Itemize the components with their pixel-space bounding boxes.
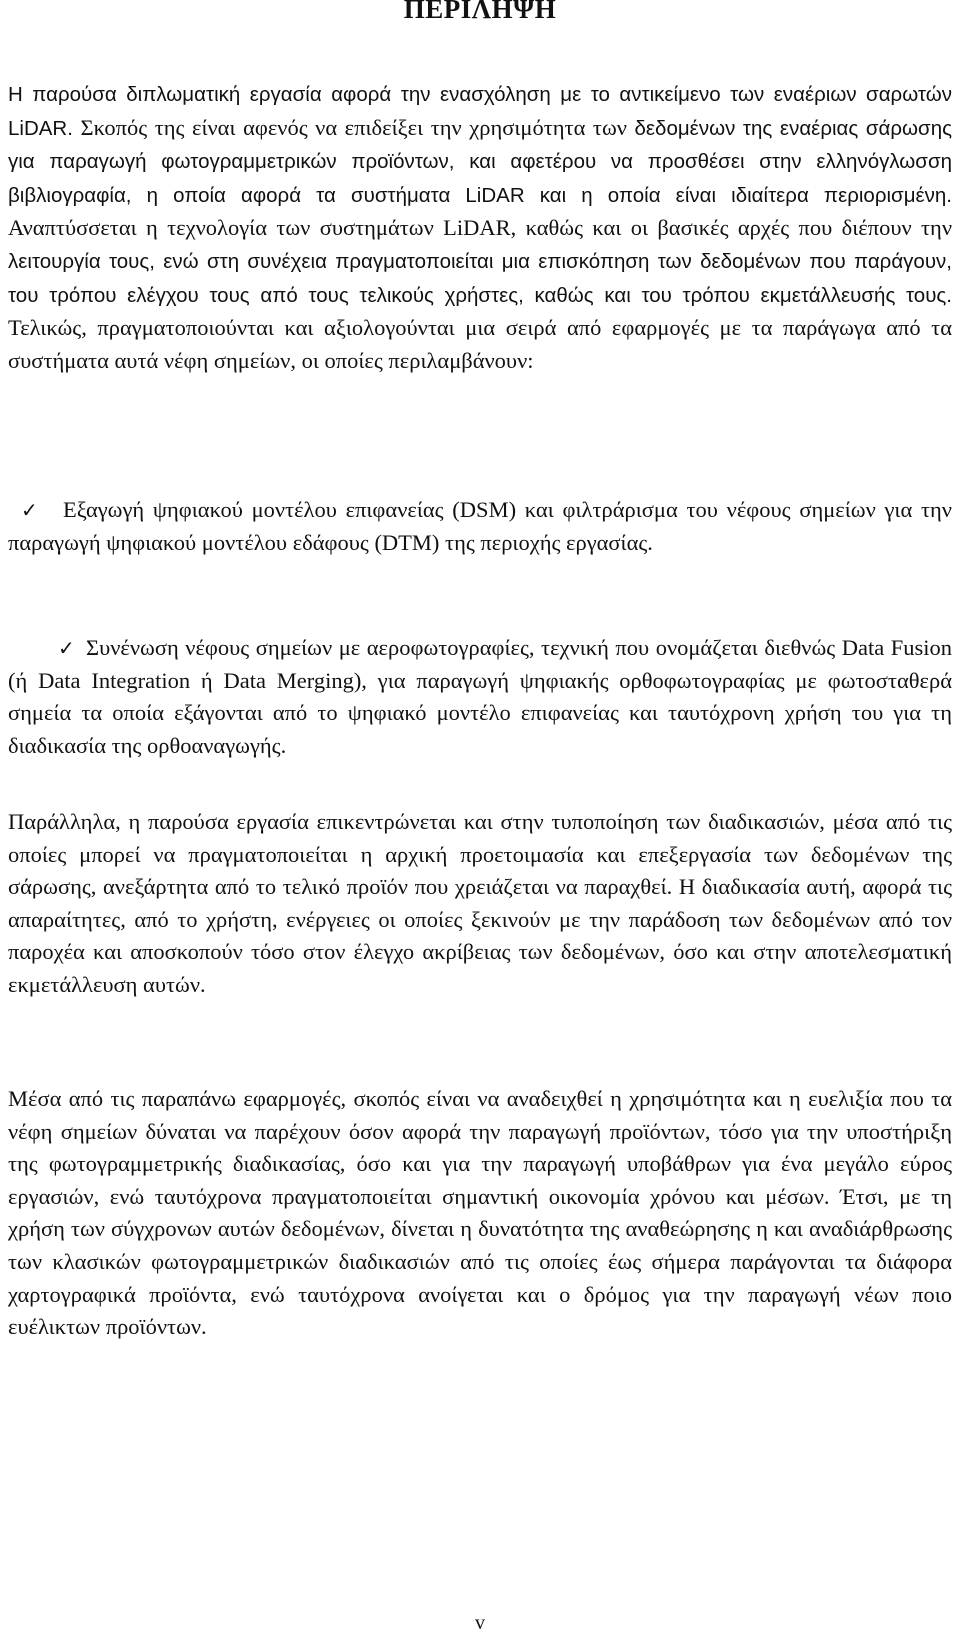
page-title: ΠΕΡΙΛΗΨΗ bbox=[403, 0, 557, 24]
intro-text-2: Σκοπός της είναι αφενός να επιδείξει την χρησιμότητα των bbox=[72, 114, 635, 140]
intro-text-1: Η παρούσα διπλωματική εργασία αφορά την ενασχόληση με το αντικείμενο των εναέριων σαρωτών LiDAR. bbox=[8, 83, 952, 140]
bullet-text-2: Συνένωση νέφους σημείων με αεροφωτογραφίες, τεχνική που ονομάζεται διεθνώς Data Fusion (ή Data Integration ή Data Merging), για παραγωγή ψηφιακής ορθοφωτογραφίας με φωτοσταθερά σημεία τα οποία εξάγονται από το ψηφιακό μοντέλο επιφανείας και ταυτόχρονη χρήση του για τη διαδικασία της ορθοαναγωγής. bbox=[8, 635, 952, 758]
checkmark-icon: ✓ bbox=[58, 636, 75, 660]
page-number: v bbox=[475, 1612, 485, 1634]
checkmark-icon: ✓ bbox=[21, 498, 38, 522]
intro-text-5: λειτουργία τους, ενώ στη συνέχεια πραγματοποιείται μια επισκόπηση των δεδομένων που παράγουν, του τρόπου ελέγχου τους από τους τελικούς χρήστες, καθώς και του τρόπου εκμετάλλευσής τους. bbox=[8, 249, 952, 307]
body-paragraph-2: Παράλληλα, η παρούσα εργασία επικεντρώνεται και στην τυποποίηση των διαδικασιών, μέσα από τις οποίες μπορεί να πραγματοποιείται η αρχική προετοιμασία και επεξεργασία των δεδομένων της σάρωσης, ανεξάρτητα από το τελικό προϊόν που χρειάζεται να παραχθεί. Η διαδικασία αυτή, αφορά τις απαραίτητες, από το χρήστη, ενέργειες οι οποίες ξεκινούν με την παράδοση των δεδομένων από τον παροχέα και αποσκοπούν τόσο στον έλεγχο ακρίβειας των δεδομένων, όσο και στην αποτελεσματική εκμετάλλευση αυτών. bbox=[8, 809, 952, 997]
intro-paragraph bbox=[8, 78, 952, 377]
intro-text-3: δεδομένων της εναέριας σάρωσης για παραγωγή φωτογραμμετρικών προϊόντων, και αφετέρου να προσθέσει στην ελληνόγλωσση βιβλιογραφία, η οποία αφορά τα συστήματα LiDAR και η οποία είναι ιδιαίτερα περιορισμένη. bbox=[8, 116, 952, 207]
bullet-item-1 bbox=[8, 494, 952, 559]
bullet-item-2 bbox=[8, 632, 952, 762]
intro-text-6: Τελικώς, πραγματοποιούνται και αξιολογούνται μια σειρά από εφαρμογές με τα παράγωγα από τα συστήματα αυτά νέφη σημείων, οι οποίες περιλαμβάνουν: bbox=[8, 315, 952, 373]
bullet-text-1: Εξαγωγή ψηφιακού μοντέλου επιφανείας (DSM) και φιλτράρισμα του νέφους σημείων για την παραγωγή ψηφιακού μοντέλου εδάφους (DTM) της περιοχής εργασίας. bbox=[8, 497, 952, 555]
body-paragraph-3: Μέσα από τις παραπάνω εφαρμογές, σκοπός είναι να αναδειχθεί η χρησιμότητα και η ευελιξία που τα νέφη σημείων δύναται να παρέχουν όσον αφορά την παραγωγή προϊόντων, τόσο για την υποστήριξη της φωτογραμμετρικής διαδικασίας, όσο και για την παραγωγή υποβάθρων για ένα μεγάλο εύρος εργασιών, ενώ ταυτόχρονα πραγματοποιείται σημαντική οικονομία χρόνου και μέσων. Έτσι, με τη χρήση των σύγχρονων αυτών δεδομένων, δίνεται η δυνατότητα της αναθεώρησης η και αναδιάρθρωσης των κλασικών φωτογραμμετρικών διαδικασιών από τις οποίες έως σήμερα παράγονται τα διάφορα χαρτογραφικά προϊόντα, ενώ ταυτόχρονα ανοίγεται και ο δρόμος για την παραγωγή νέων ποιο ευέλικτων προϊόντων. bbox=[8, 1086, 952, 1340]
intro-text-4: Αναπτύσσεται η τεχνολογία των συστημάτων LiDAR, καθώς και οι βασικές αρχές που διέπουν την bbox=[8, 215, 952, 241]
